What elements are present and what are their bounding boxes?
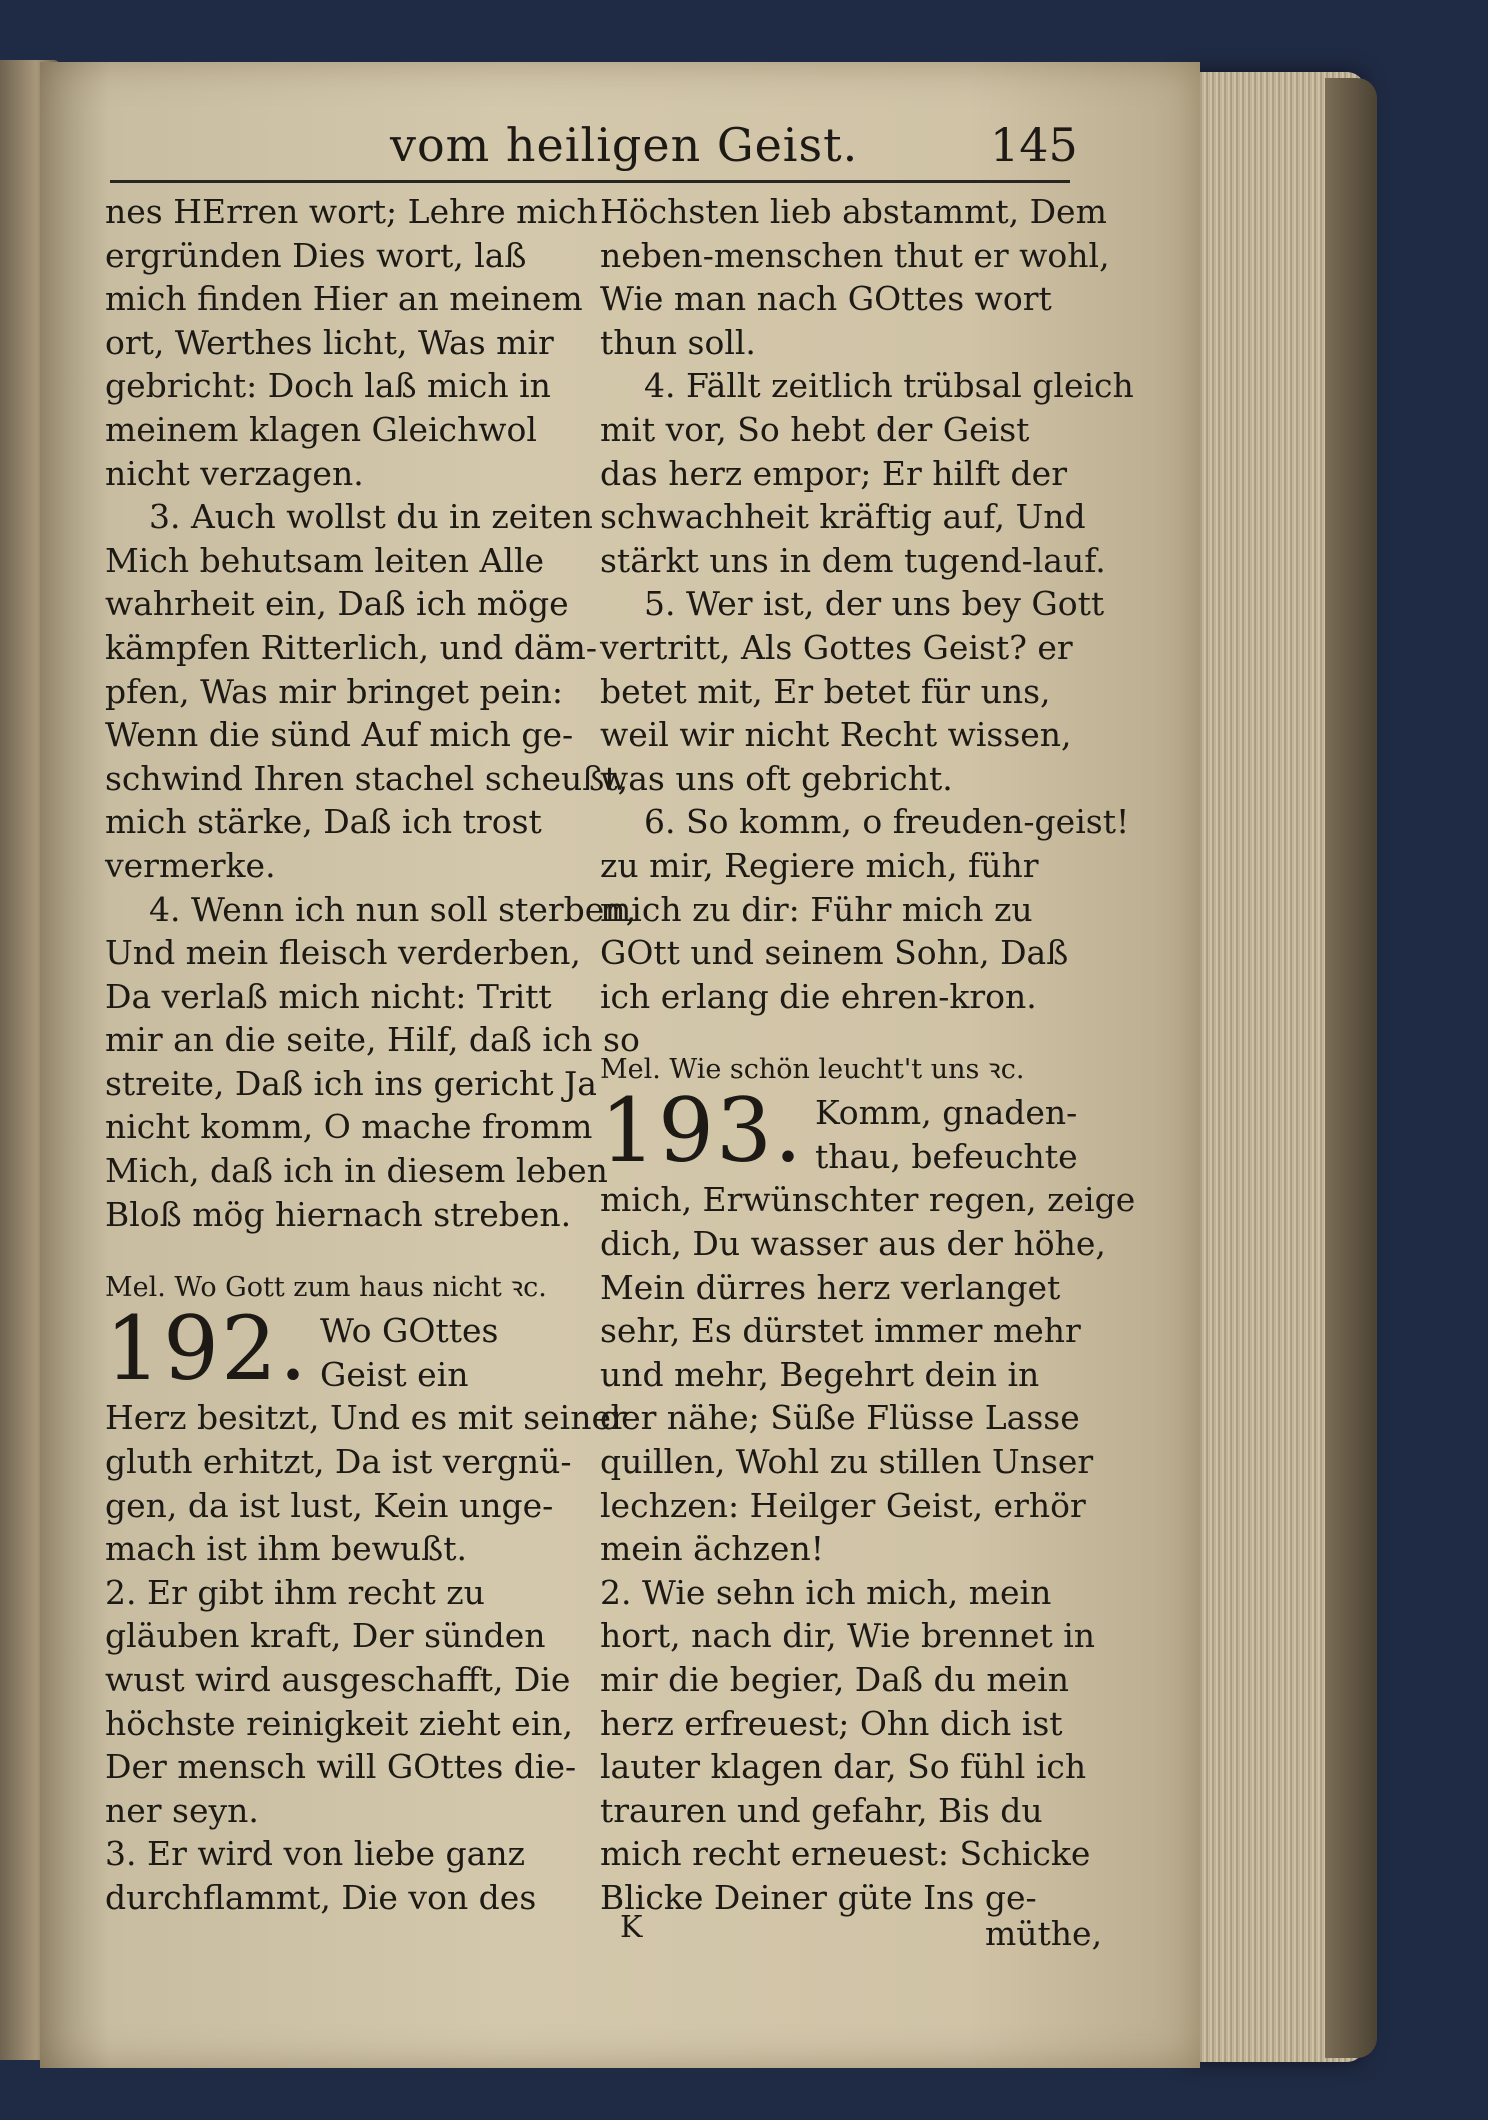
spacer	[600, 1018, 1070, 1048]
text-line: GOtt und seinem Sohn, Daß	[600, 933, 1069, 973]
text-line: mich stärke, Daß ich trost	[105, 802, 542, 842]
text-line: sehr, Es dürstet immer mehr	[600, 1311, 1081, 1351]
text-line: 6. So komm, o freuden-geist!	[644, 802, 1130, 842]
text-line: betet mit, Er betet für uns,	[600, 671, 1051, 711]
text-line: ort, Werthes licht, Was mir	[105, 322, 554, 362]
signature-mark: K	[620, 1910, 643, 1945]
text-line: 2. Er gibt ihm recht zu	[105, 1572, 485, 1612]
text-line: Bloß mög hiernach streben.	[105, 1194, 572, 1234]
text-line: ergründen Dies wort, laß	[105, 235, 527, 275]
page-number: 145	[990, 118, 1078, 172]
text-line: neben-menschen thut er wohl,	[600, 235, 1110, 275]
text-line: Wenn die sünd Auf mich ge-	[105, 715, 574, 755]
text-line: mich recht erneuest: Schicke	[600, 1834, 1091, 1874]
text-line: der nähe; Süße Flüsse Lasse	[600, 1398, 1080, 1438]
text-line: vermerke.	[105, 845, 276, 885]
text-line: mir an die seite, Hilf, daß ich so	[105, 1020, 640, 1060]
text-line: nicht komm, O mache fromm	[105, 1107, 593, 1147]
text-line: 2. Wie sehn ich mich, mein	[600, 1572, 1052, 1612]
text-line: 3. Er wird von liebe ganz	[105, 1834, 525, 1874]
text-line: 4. Fällt zeitlich trübsal gleich	[644, 366, 1134, 406]
right-column	[600, 190, 1136, 1920]
text-line: zu mir, Regiere mich, führ	[600, 845, 1039, 885]
text-line: Mein dürres herz verlanget	[600, 1267, 1061, 1307]
text-line: herz erfreuest; Ohn dich ist	[600, 1703, 1063, 1743]
right-column-lines	[600, 190, 1134, 1018]
text-line: mich finden Hier an meinem	[105, 279, 583, 319]
text-line: durchflammt, Die von des	[105, 1877, 537, 1917]
text-line: gläuben kraft, Der sünden	[105, 1616, 546, 1656]
text-line: thau, befeuchte	[815, 1136, 1078, 1176]
text-line: Höchsten lieb abstammt, Dem	[600, 192, 1107, 231]
text-line: vertritt, Als Gottes Geist? er	[600, 627, 1073, 667]
catchword: müthe,	[985, 1914, 1103, 1953]
left-column	[105, 190, 640, 1920]
text-line: wahrheit ein, Daß ich möge	[105, 584, 569, 624]
text-line: mich zu dir: Führ mich zu	[600, 889, 1033, 929]
text-line: 5. Wer ist, der uns bey Gott	[644, 584, 1105, 624]
text-line: Da verlaß mich nicht: Tritt	[105, 976, 552, 1016]
text-line: ner seyn.	[105, 1790, 259, 1830]
text-line: höchste reinigkeit zieht ein,	[105, 1703, 573, 1743]
melody-line-192: Mel. Wo Gott zum haus nicht ꝛc.	[105, 1272, 547, 1304]
text-line: pfen, Was mir bringet pein:	[105, 671, 564, 711]
text-line: gen, da ist lust, Kein unge-	[105, 1485, 554, 1525]
text-line: mach ist ihm bewußt.	[105, 1529, 467, 1569]
text-line: ich erlang die ehren-kron.	[600, 976, 1037, 1016]
text-line: Mich behutsam leiten Alle	[105, 540, 545, 580]
text-line: 3. Auch wollst du in zeiten	[149, 497, 593, 537]
text-line: hort, nach dir, Wie brennet in	[600, 1616, 1096, 1656]
text-line: und mehr, Begehrt dein in	[600, 1354, 1040, 1394]
text-line: Wo GOttes	[320, 1311, 499, 1351]
hymn-number-193: 193.	[600, 1079, 804, 1183]
hymn-193	[600, 1079, 1136, 1919]
header-rule	[110, 180, 1070, 183]
hymn-192-lines	[105, 1309, 627, 1919]
hymn-193-lines	[600, 1091, 1136, 1919]
text-line: schwachheit kräftig auf, Und	[600, 497, 1086, 537]
text-line: schwind Ihren stachel scheußt,	[105, 758, 629, 798]
text-line: gluth erhitzt, Da ist vergnü-	[105, 1442, 572, 1482]
running-head: vom heiligen Geist.	[390, 118, 859, 172]
text-line: nicht verzagen.	[105, 453, 364, 493]
text-line: dich, Du wasser aus der höhe,	[600, 1224, 1106, 1264]
text-line: mit vor, So hebt der Geist	[600, 409, 1030, 449]
spacer	[105, 1236, 575, 1266]
text-line: was uns oft gebricht.	[600, 758, 953, 798]
text-line: Geist ein	[320, 1354, 469, 1394]
text-line: 4. Wenn ich nun soll sterben,	[149, 889, 637, 929]
book-cover-edge	[1325, 78, 1377, 2058]
text-line: thun soll.	[600, 322, 756, 362]
text-line: quillen, Wohl zu stillen Unser	[600, 1442, 1094, 1482]
text-line: Komm, gnaden-	[815, 1093, 1078, 1133]
melody-line-193: Mel. Wie schön leucht't uns ꝛc.	[600, 1054, 1025, 1086]
text-line: weil wir nicht Recht wissen,	[600, 715, 1072, 755]
text-line: mein ächzen!	[600, 1529, 824, 1569]
text-line: das herz empor; Er hilft der	[600, 453, 1067, 493]
text-line: lechzen: Heilger Geist, erhör	[600, 1485, 1086, 1525]
text-line: Mich, daß ich in diesem leben	[105, 1151, 608, 1191]
text-line: mir die begier, Daß du mein	[600, 1660, 1069, 1699]
hymn-number-192: 192.	[105, 1297, 309, 1401]
text-line: Und mein fleisch verderben,	[105, 933, 581, 973]
text-line: kämpfen Ritterlich, und däm-	[105, 627, 597, 667]
text-line: gebricht: Doch laß mich in	[105, 366, 551, 406]
text-line: Herz besitzt, Und es mit seiner	[105, 1398, 627, 1438]
text-line: stärkt uns in dem tugend-lauf.	[600, 540, 1106, 580]
text-line: Wie man nach GOttes wort	[600, 279, 1052, 319]
text-line: meinem klagen Gleichwol	[105, 409, 537, 449]
text-line: mich, Erwünschter regen, zeige	[600, 1180, 1136, 1220]
text-line: Der mensch will GOttes die-	[105, 1747, 577, 1787]
text-line: trauren und gefahr, Bis du	[600, 1790, 1043, 1830]
hymn-192	[105, 1297, 627, 1919]
text-line: streite, Daß ich ins gericht Ja	[105, 1063, 597, 1103]
text-line: wust wird ausgeschafft, Die	[105, 1660, 571, 1699]
text-line: Blicke Deiner güte Ins ge-	[600, 1877, 1037, 1917]
text-line: lauter klagen dar, So fühl ich	[600, 1747, 1087, 1787]
page-header	[110, 118, 1078, 178]
text-line: nes HErren wort; Lehre mich	[105, 192, 598, 231]
left-column-lines	[105, 190, 640, 1236]
